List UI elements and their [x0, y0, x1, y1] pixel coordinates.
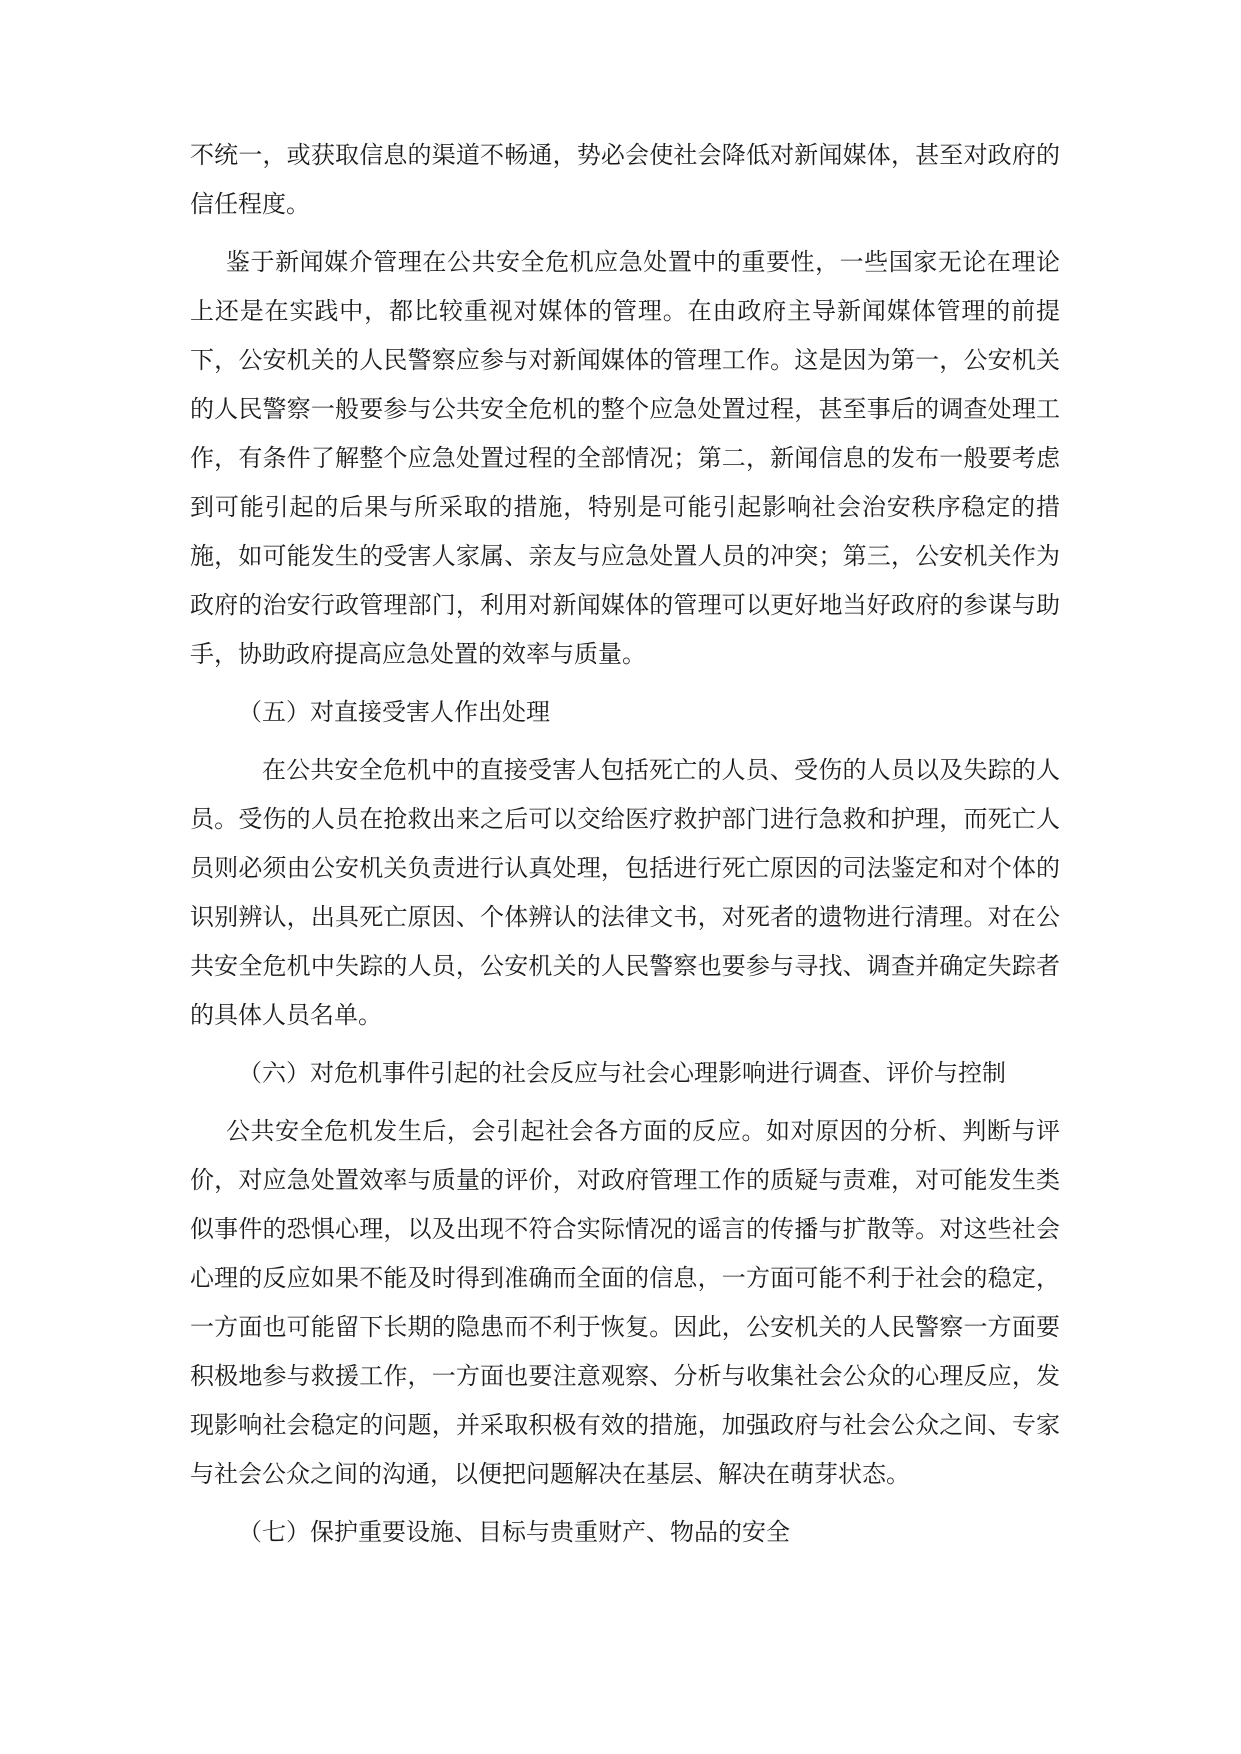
section-heading-6: （六）对危机事件引起的社会反应与社会心理影响进行调查、评价与控制 [238, 1059, 1006, 1087]
paragraph-continuation: 不统一，或获取信息的渠道不畅通，势必会使社会降低对新闻媒体，甚至对政府的信任程度。 [190, 141, 1060, 218]
paragraph-media-management: 鉴于新闻媒介管理在公共安全危机应急处置中的重要性，一些国家无论在理论上还是在实践中，都比较重视对媒体的管理。在由政府主导新闻媒体管理的前提下，公安机关的人民警察应参与对新闻媒体的管理工作。这是因为第一，公安机关的人民警察一般要参与公共安全危机的整个应急处置过程，甚至事后的调查处理工作，有条件了解整个应急处置过程的全部情况；第二，新闻信息的发布一般要考虑到可能引起的后果与所采取的措施，特别是可能引起影响社会治安秩序稳定的措施，如可能发生的受害人家属、亲友与应急处置人员的冲突；第三，公安机关作为政府的治安行政管理部门，利用对新闻媒体的管理可以更好地当好政府的参谋与助手，协助政府提高应急处置的效率与质量。 [190, 248, 1060, 668]
section-heading-5: （五）对直接受害人作出处理 [238, 698, 550, 726]
body-text [190, 131, 1060, 1566]
section-heading-7: （七）保护重要设施、目标与贵重财产、物品的安全 [238, 1518, 790, 1546]
paragraph-social-reaction: 公共安全危机发生后，会引起社会各方面的反应。如对原因的分析、判断与评价，对应急处置效率与质量的评价，对政府管理工作的质疑与责难，对可能发生类似事件的恐惧心理，以及出现不符合实际情况的谣言的传播与扩散等。对这些社会心理的反应如果不能及时得到准确而全面的信息，一方面可能不利于社会的稳定，一方面也可能留下长期的隐患而不利于恢复。因此，公安机关的人民警察一方面要积极地参与救援工作，一方面也要注意观察、分析与收集社会公众的心理反应，发现影响社会稳定的问题，并采取积极有效的措施，加强政府与社会公众之间、专家与社会公众之间的沟通，以便把问题解决在基层、解决在萌芽状态。 [190, 1117, 1060, 1488]
paragraph-victims: 在公共安全危机中的直接受害人包括死亡的人员、受伤的人员以及失踪的人员。受伤的人员在抢救出来之后可以交给医疗救护部门进行急救和护理，而死亡人员则必须由公安机关负责进行认真处理，包括进行死亡原因的司法鉴定和对个体的识别辨认，出具死亡原因、个体辨认的法律文书，对死者的遗物进行清理。对在公共安全危机中失踪的人员，公安机关的人民警察也要参与寻找、调查并确定失踪者的具体人员名单。 [190, 756, 1060, 1029]
